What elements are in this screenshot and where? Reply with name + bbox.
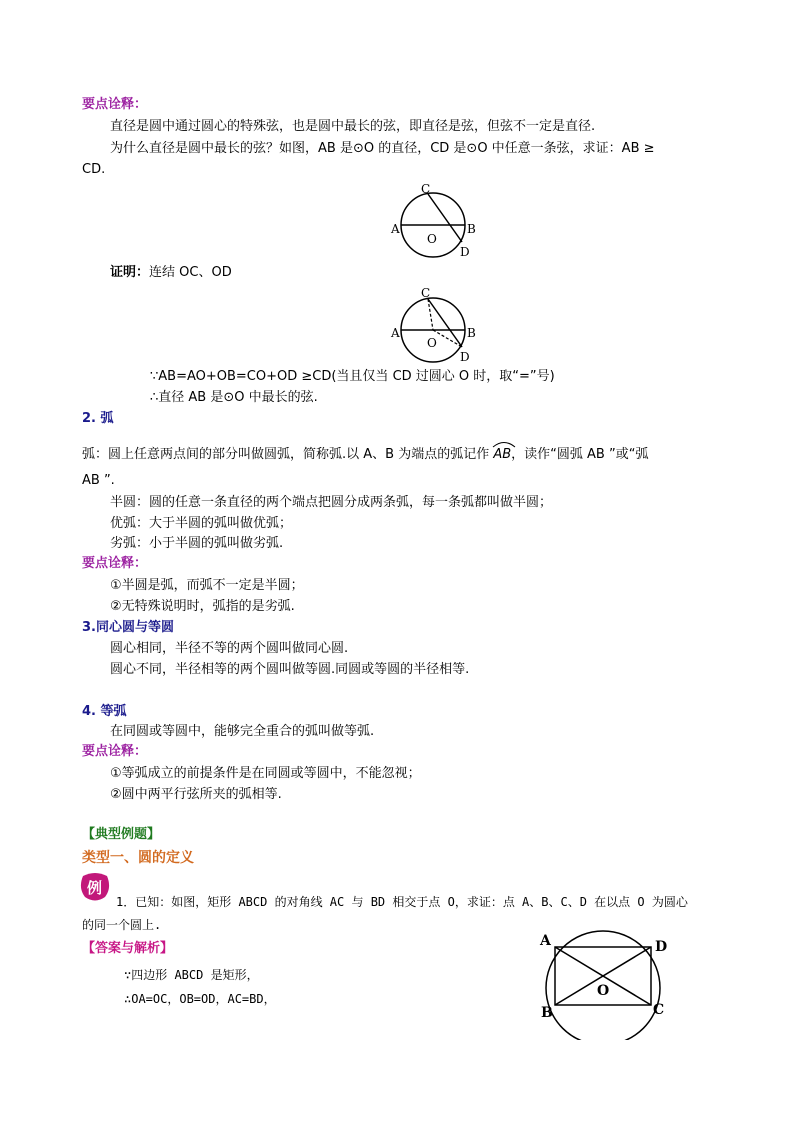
key-point-2-1: ①半圆是弧，而弧不一定是半圆； [110,578,304,593]
minor-arc-definition: 劣弧：小于半圆的弧叫做劣弧. [110,536,284,551]
proof-line [110,264,232,282]
solution-step-1: ∵四边形 ABCD 是矩形， [124,968,259,982]
diameter-question-cont: CD. [82,162,106,177]
example-1-question: 1．已知：如图，矩形 ABCD 的对角线 AC 与 BD 相交于点 O，求证：点 A、B、C、D 在以点 O 为圆心 [116,895,688,909]
label-a: A [391,222,400,236]
diameter-definition: 直径是圆中通过圆心的特殊弦，也是圆中最长的弦，即直径是弦，但弦不一定是直径. [110,119,596,134]
label-o: O [427,232,437,246]
proof-text: 连结 OC、OD [149,265,232,280]
label-b: B [467,326,476,340]
key-points-heading-2: 要点诠释： [82,556,148,571]
proof-step-2: ∴直径 AB 是⊙O 中最长的弦. [150,390,318,405]
section-2-title: 2. 弧 [82,411,114,426]
figure-circle-proof [385,283,485,363]
equal-circle-definition: 圆心不同，半径相等的两个圆叫做等圆.同圆或等圆的半径相等. [110,662,470,677]
figure-rectangle-circle [535,925,675,1040]
semicircle-definition: 半圆：圆的任意一条直径的两个端点把圆分成两条弧，每一条弧都叫做半圆； [110,495,553,510]
arc-def-post: ，读作“圆弧 AB ”或“弧 [511,447,649,462]
label-a: A [391,326,400,340]
label-c: C [421,182,431,196]
key-points-heading-4: 要点诠释： [82,744,148,759]
proof-step-1: ∵AB=AO+OB=CO+OD ≥CD(当且仅当 CD 过圆心 O 时，取“=”号) [150,369,555,384]
arc-symbol [493,446,511,464]
label-c: C [421,286,431,300]
label-d: D [460,350,470,363]
equal-arc-definition: 在同圆或等圆中，能够完全重合的弧叫做等弧. [110,724,375,739]
example-1-question-cont: 的同一个圆上. [82,918,162,932]
example-badge-icon [78,872,112,902]
answer-heading: 【答案与解析】 [82,941,174,956]
major-arc-definition: 优弧：大于半圆的弧叫做优弧； [110,516,293,531]
example-badge-label: 例 [87,879,103,897]
label-c: C [653,1002,665,1018]
type-1-heading: 类型一、圆的定义 [82,850,194,866]
proof-label: 证明： [110,265,150,280]
typical-examples-heading: 【典型例题】 [82,827,161,842]
key-point-4-1: ①等弧成立的前提条件是在同圆或等圆中，不能忽视； [110,766,421,781]
solution-step-2: ∴OA=OC，OB=OD，AC=BD， [124,992,276,1006]
figure-circle-chord [385,180,485,260]
arc-definition [82,446,648,464]
label-o: O [427,336,437,350]
arc-overline-icon [492,440,516,448]
section-4-title: 4. 等弧 [82,704,127,719]
label-b: B [541,1005,553,1021]
label-a: A [540,933,551,949]
label-d: D [655,939,668,955]
label-o: O [597,983,610,999]
arc-def-pre: 弧：圆上任意两点间的部分叫做圆弧，简称弧.以 A、B 为端点的弧记作 [82,447,490,462]
key-point-4-2: ②圆中两平行弦所夹的弧相等. [110,787,282,802]
key-points-heading: 要点诠释： [82,97,148,112]
key-point-2-2: ②无特殊说明时，弧指的是劣弧. [110,599,295,614]
label-b: B [467,222,476,236]
label-d: D [460,245,470,259]
arc-symbol-text: AB [493,447,512,462]
section-3-title: 3.同心圆与等圆 [82,620,174,635]
concentric-definition: 圆心相同，半径不等的两个圆叫做同心圆. [110,641,349,656]
arc-definition-cont: AB ”. [82,473,115,488]
diameter-question: 为什么直径是圆中最长的弦？如图，AB 是⊙O 的直径，CD 是⊙O 中任意一条弦，求证：AB ≥ [110,141,655,156]
